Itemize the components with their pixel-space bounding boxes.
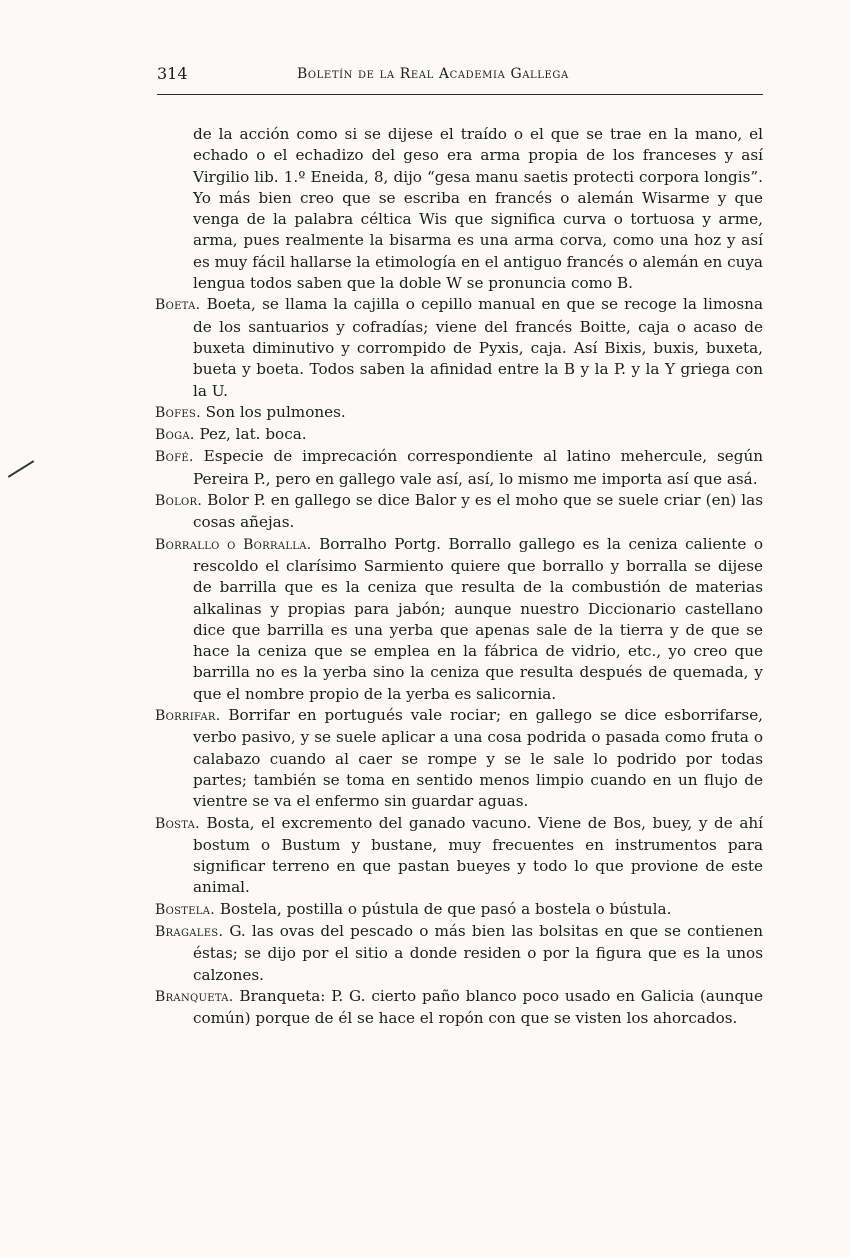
headword: Bofes. <box>155 404 201 421</box>
entry-bosta <box>155 813 763 899</box>
entry-text: Borralho Portg. Borrallo gallego es la ceniza caliente o rescoldo el clarísimo Sarmiento quiere que borrallo y borralla se dijese de barrilla que es la ceniza que resulta de la combustión de materias alkalinas y propias para jabón; aunque nuestro Diccionario castellano dice que barrilla es una yerba que apenas sale de la tierra y de que se hace la ceniza que se emplea en la fábrica de vidrio, etc., yo creo que barrilla no es la yerba sino la ceniza que resulta después de quemada, y que el nombre propio de la yerba es salicornia. <box>193 534 763 703</box>
headword: Borrallo o Borralla. <box>155 536 312 553</box>
entry-boeta <box>155 294 763 401</box>
entry-continuation <box>155 124 763 294</box>
entry-text: de la acción como si se dijese el traído o el que se trae en la mano, el echado o el echadizo del geso era arma propia de los franceses y así Virgilio lib. 1.º Eneida, 8, dijo “gesa manu saetis protecti corpora longis”. Yo más bien creo que se escriba en francés o alemán Wisarme y que venga de la palabra céltica Wis que significa curva o tortuosa y arme, arma, pues realmente la bisarma es una arma corva, como una hoz y así es muy fácil hallarse la etimología en el antiguo francés o alemán en cuya lengua todos saben que la doble W se pronuncia como B. <box>193 125 763 293</box>
entry-text: Branqueta: P. G. cierto paño blanco poco usado en Galicia (aunque común) porque de él se hace el ropón con que se visten los ahorcados. <box>193 986 764 1028</box>
entry-text: Boeta, se llama la cajilla o cepillo manual en que se recoge la limosna de los santuarios y cofradías; viene del francés Boitte, caja o acaso de buxeta diminutivo y corrompido de Pyxis, caja. Así Bixis, buxis, buxeta, bueta y boeta. Todos saben la afinidad entre la B y la P. y la Y griega con la U. <box>193 295 763 400</box>
headword: Bosta. <box>155 815 200 832</box>
entry-text: Son los pulmones. <box>205 402 346 421</box>
headword: Bragales. <box>155 923 224 940</box>
headword: Borrifar. <box>155 708 221 725</box>
entry-bostela <box>155 899 763 921</box>
entry-text: G. las ovas del pescado o más bien las bolsitas en que se contienen éstas; se dijo por el sitio a donde residen o por la figura que es la unos calzones. <box>193 921 764 984</box>
entry-text: Bosta, el excremento del ganado vacuno. Viene de Bos, buey, y de ahí bostum o Bustum y bustane, muy frecuentes en instrumentos para significar terreno en que pastan bueyes y todo lo que provione de este animal. <box>193 813 764 897</box>
margin-mark <box>8 460 35 478</box>
headword: Boga. <box>155 427 195 444</box>
entry-text: Bostela, postilla o pústula de que pasó a bostela o bústula. <box>219 899 672 918</box>
entry-text: Bolor P. en gallego se dice Balor y es el moho que se suele criar (en) las cosas añejas. <box>193 491 764 532</box>
entry-branqueta <box>155 986 763 1030</box>
headword: Bofé. <box>155 449 194 466</box>
entry-text: Especie de imprecación correspondiente al latino mehercule, según Pereira P., pero en gallego vale así, así, lo mismo me importa así que asá. <box>193 447 764 488</box>
entry-text: Borrifar en portugués vale rociar; en gallego se dice esborrifarse, verbo pasivo, y se suele aplicar a una cosa podrida o pasada como fruta o calabazo cuando al caer se rompe y se le sale lo podrido por todas partes; también se toma en sentido menos limpio cuando en un flujo de vientre se va el enfermo sin guardar aguas. <box>193 706 764 811</box>
entry-bragales <box>155 921 763 986</box>
entry-bolor <box>155 490 763 534</box>
headword: Branqueta. <box>155 988 234 1005</box>
headword: Bostela. <box>155 901 216 918</box>
entry-text: Pez, lat. boca. <box>199 425 307 444</box>
page-header <box>157 64 763 95</box>
entry-boga <box>155 424 763 446</box>
entry-bofe <box>155 446 763 490</box>
headword: Bolor. <box>155 493 203 510</box>
entry-borrallo <box>155 534 763 705</box>
running-title: Boletín de la Real Academia Gallega <box>297 66 569 82</box>
page-number: 314 <box>157 64 188 83</box>
entry-borrifar <box>155 705 763 812</box>
dictionary-body <box>155 124 763 1029</box>
entry-bofes <box>155 402 763 424</box>
headword: Boeta. <box>155 297 201 314</box>
